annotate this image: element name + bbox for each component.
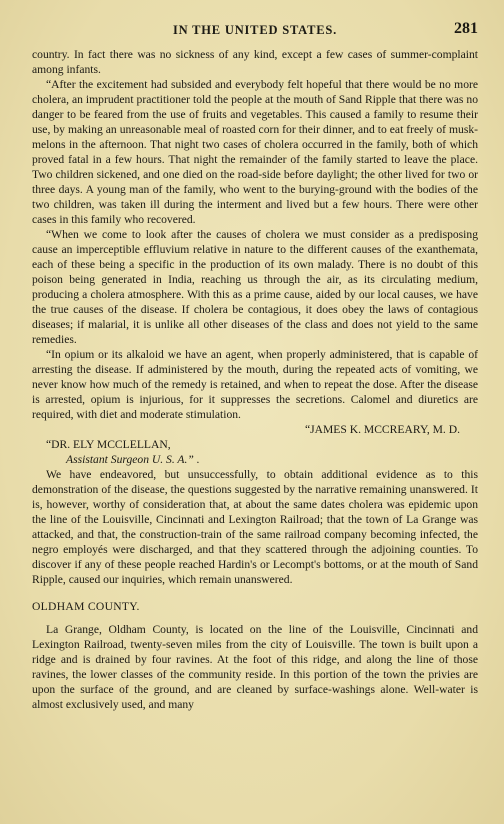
body-text: [32, 47, 478, 712]
paragraph-endeavored: We have endeavored, but unsuccessfully, to obtain additional evidence as to this demonstration of the disease, the questions suggested by the narrative remaining unanswered. It is, however, worthy of consideration that, at about the same dates cholera was epidemic upon the line of the Louisville, Cincinnati and Lexington Railroad; that the town of La Grange was attacked, and that, the construction-train of the same railroad company becoming infected, the negro employés were discharged, and that they scattered through the adjoining counties. To discover if any of these people reached Hardin's or Lecompt's bottoms, or at the mouth of Sand Ripple, caused our inquiries, which remain unanswered.: [32, 468, 478, 586]
page-number: 281: [454, 20, 478, 37]
paragraph-excitement: “After the excitement had subsided and everybody felt hopeful that there would be no more cholera, an imprudent practitioner told the people at the mouth of Sand Ripple that there was no danger to be feared from the use of fruits and vegetables. This caused a family to resume their use, by making an unreasonable meal of roasted corn for their dinner, and to eat freely of musk-melons in the afternoon. That night two cases of cholera occurred in the family, both of which proved fatal in a few hours. That night the remainder of the family started to leave the place. Two children sickened, and one died on the road-side before daylight; the other lived for two or three days. A young man of the family, who went to the burying-ground with the bodies of the two children, was taken ill during the interment and lived but a few hours. There were other cases in this family who recovered.: [32, 78, 478, 226]
running-head: IN THE UNITED STATES.: [172, 23, 338, 37]
paragraph-continuation: country. In fact there was no sickness of any kind, except a few cases of summer-complaint among infants.: [32, 48, 478, 76]
section-heading-oldham: OLDHAM COUNTY.: [32, 600, 140, 613]
paragraph-opium: “In opium or its alkaloid we have an agent, when properly administered, that is capable of arresting the disease. If administered by the mouth, during the repeated acts of vomiting, we never know how much of the remedy is retained, and when to repeat the dose. After the disease is arrested, opium is injurious, for it suppresses the secretions. Calomel and diuretics are required, with diet and moderate stimulation.: [32, 348, 478, 421]
paragraph-la-grange: La Grange, Oldham County, is located on the line of the Louisville, Cincinnati and Lexington Railroad, twenty-seven miles from the city of Louisville. The town is built upon a ridge and is drained by four ravines. At the foot of this ridge, and along the line of those ravines, the lower classes of the community reside. In this portion of the town the privies are upon the surface of the ground, and are cleaned by surface-washings alone. Well-water is almost exclusively used, and many: [32, 623, 478, 711]
attribution-title: Assistant Surgeon U. S. A.” .: [66, 453, 200, 466]
attribution-name: “DR. ELY MCCLELLAN,: [46, 438, 171, 451]
page-header: [32, 20, 478, 42]
paragraph-causes: “When we come to look after the causes of cholera we must consider as a predisposing cause an imperceptible effluvium relative in nature to the different causes of the exanthemata, each of these being a specific in the production of its own malady. There is no doubt of this poison being generated in India, reaching us through the air, as its circulating medium, producing a cholera atmosphere. With this as a prime cause, aided by our local causes, we have the true causes of the disease. If cholera be contagious, it does obey the laws of contagious diseases; if malarial, it is unlike all other diseases of the class and does not yield to the same remedies.: [32, 228, 478, 346]
signature-mccreary: “JAMES K. MCCREARY, M. D.: [304, 423, 460, 436]
